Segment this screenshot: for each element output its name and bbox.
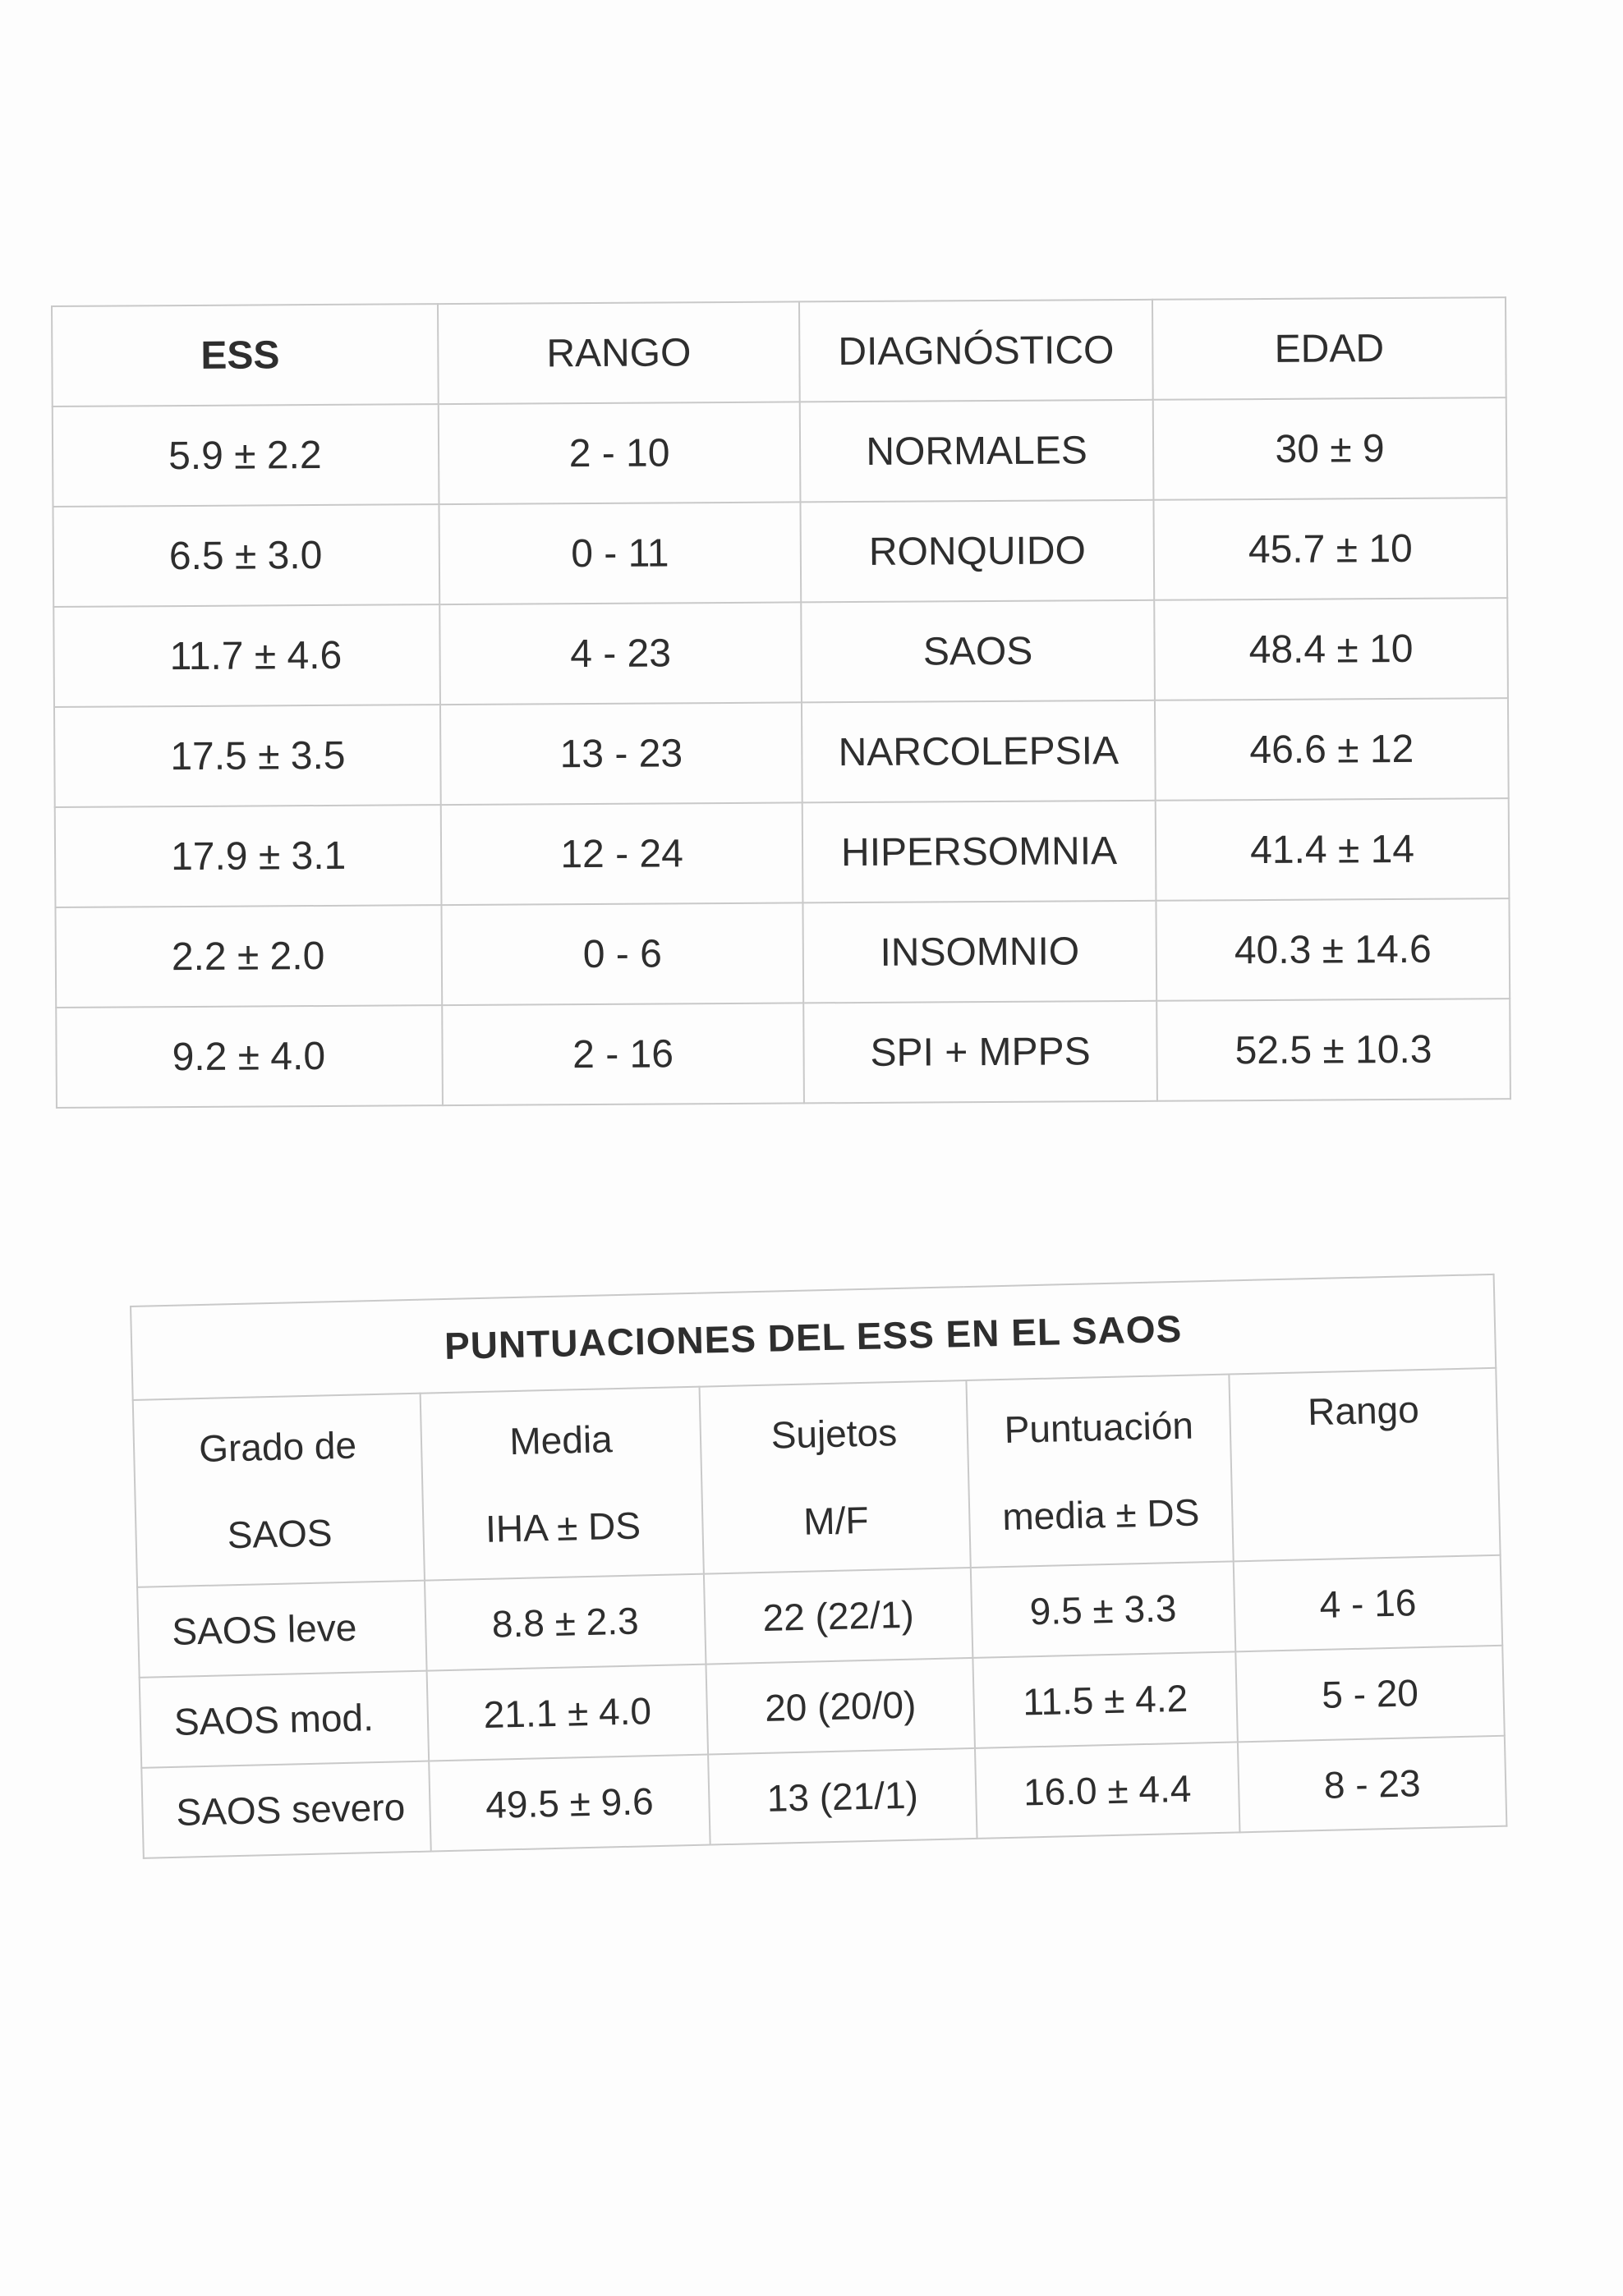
cell-grado: SAOS severo <box>141 1761 430 1858</box>
table-row <box>56 999 1510 1108</box>
table-title: PUNTUACIONES DEL ESS EN EL SAOS <box>131 1274 1496 1400</box>
header-rango-line1: Rango <box>1307 1388 1420 1434</box>
cell-puntuacion: 16.0 ± 4.4 <box>975 1742 1240 1839</box>
cell-sujetos: 22 (22/1) <box>704 1568 973 1665</box>
cell-ess: 9.2 ± 4.0 <box>56 1005 443 1108</box>
cell-edad: 46.6 ± 12 <box>1155 698 1509 801</box>
header-puntuacion <box>966 1374 1233 1567</box>
table-row <box>53 498 1507 607</box>
cell-rango: 12 - 24 <box>441 802 803 905</box>
header-media <box>421 1387 704 1581</box>
cell-ess: 2.2 ± 2.0 <box>55 905 442 1008</box>
header-media-line2: IHA ± DS <box>485 1504 641 1550</box>
cell-diagnostico: INSOMNIO <box>802 901 1156 1003</box>
saos-scores-table <box>130 1274 1507 1859</box>
cell-edad: 45.7 ± 10 <box>1153 498 1507 600</box>
cell-edad: 48.4 ± 10 <box>1154 598 1508 700</box>
header-sujetos-line2: M/F <box>802 1498 870 1543</box>
header-rango <box>1229 1368 1500 1562</box>
cell-ess: 11.7 ± 4.6 <box>53 604 440 707</box>
table-row <box>54 698 1509 807</box>
cell-sujetos: 20 (20/0) <box>706 1658 975 1755</box>
cell-rango: 2 - 10 <box>439 402 801 504</box>
header-ess: ESS <box>52 304 439 406</box>
cell-diagnostico: RONQUIDO <box>800 500 1154 603</box>
table-header-row <box>52 297 1506 406</box>
cell-rango: 4 - 23 <box>439 602 802 705</box>
cell-ess: 6.5 ± 3.0 <box>53 504 439 607</box>
table-row <box>53 397 1507 507</box>
header-grado <box>133 1394 425 1587</box>
cell-rango: 2 - 16 <box>442 1003 804 1105</box>
cell-diagnostico: NORMALES <box>800 400 1154 503</box>
cell-rango: 4 - 16 <box>1234 1555 1503 1652</box>
cell-diagnostico: SAOS <box>801 600 1155 703</box>
cell-grado: SAOS mod. <box>140 1671 429 1768</box>
header-grado-line2: SAOS <box>227 1511 333 1557</box>
cell-sujetos: 13 (21/1) <box>708 1748 977 1845</box>
header-media-line1: Media <box>508 1417 614 1463</box>
cell-media: 49.5 ± 9.6 <box>429 1755 710 1852</box>
cell-puntuacion: 11.5 ± 4.2 <box>972 1651 1238 1748</box>
cell-rango: 5 - 20 <box>1235 1646 1505 1743</box>
header-sujetos <box>700 1380 971 1574</box>
table-row <box>55 798 1510 907</box>
cell-grado: SAOS leve <box>137 1581 426 1678</box>
table-row <box>55 898 1510 1008</box>
header-diagnostico: DIAGNÓSTICO <box>799 300 1153 402</box>
cell-media: 8.8 ± 2.3 <box>425 1574 706 1671</box>
header-sujetos-line1: Sujetos <box>770 1411 898 1457</box>
header-grado-line1: Grado de <box>198 1423 357 1471</box>
cell-rango: 0 - 6 <box>441 902 803 1005</box>
cell-ess: 5.9 ± 2.2 <box>53 404 439 507</box>
table-header-row <box>133 1368 1501 1587</box>
cell-rango: 8 - 23 <box>1238 1736 1507 1833</box>
cell-ess: 17.9 ± 3.1 <box>55 805 442 907</box>
cell-edad: 52.5 ± 10.3 <box>1156 999 1510 1101</box>
cell-edad: 30 ± 9 <box>1153 397 1507 500</box>
header-puntuacion-line2: media ± DS <box>1001 1490 1200 1539</box>
cell-ess: 17.5 ± 3.5 <box>54 705 441 807</box>
cell-puntuacion: 9.5 ± 3.3 <box>971 1561 1236 1658</box>
header-edad: EDAD <box>1152 297 1506 400</box>
header-puntuacion-line1: Puntuación <box>1004 1403 1194 1451</box>
cell-media: 21.1 ± 4.0 <box>427 1665 708 1761</box>
table-row <box>53 598 1508 707</box>
cell-rango: 13 - 23 <box>440 702 802 805</box>
cell-diagnostico: HIPERSOMNIA <box>802 801 1156 903</box>
cell-edad: 40.3 ± 14.6 <box>1156 898 1510 1001</box>
cell-diagnostico: SPI + MPPS <box>803 1001 1157 1104</box>
cell-diagnostico: NARCOLEPSIA <box>802 700 1156 803</box>
header-rango: RANGO <box>438 301 800 404</box>
ess-diagnosis-table <box>51 296 1511 1109</box>
cell-edad: 41.4 ± 14 <box>1156 798 1510 901</box>
cell-rango: 0 - 11 <box>439 502 801 604</box>
